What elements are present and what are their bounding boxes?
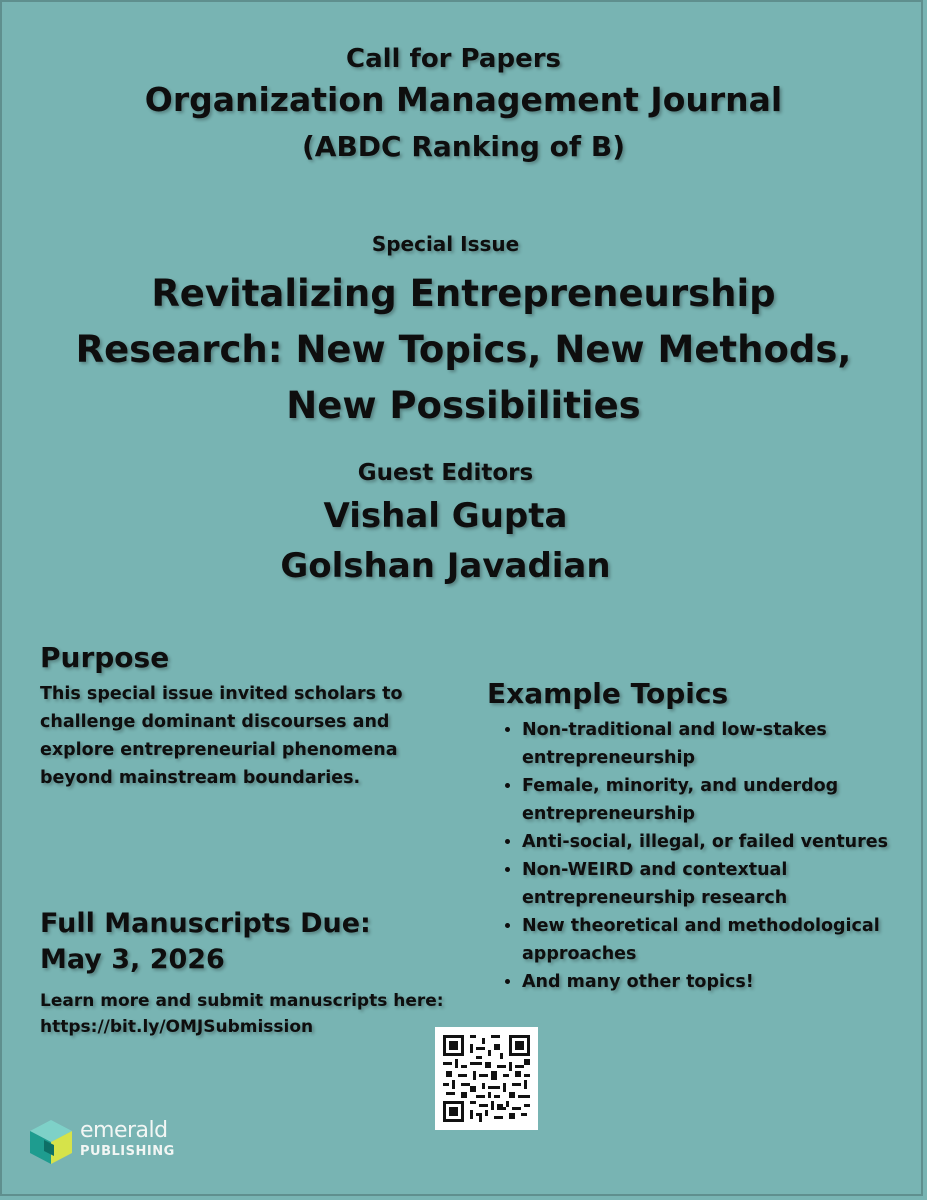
- deadline-block: [40, 906, 371, 978]
- submission-info: [40, 988, 444, 1040]
- emerald-logo: [30, 1116, 190, 1166]
- deadline-heading: Full Manuscripts Due:: [40, 908, 371, 939]
- guest-editor-name: Vishal Gupta: [323, 496, 568, 536]
- special-issue-title: [0, 266, 927, 434]
- special-issue-label: Special Issue: [371, 232, 520, 256]
- emerald-cube-icon: [30, 1120, 72, 1164]
- qr-code-icon: [443, 1035, 530, 1122]
- logo-subtitle: PUBLISHING: [80, 1144, 175, 1159]
- list-item: • And many other topics!: [522, 968, 927, 996]
- journal-ranking: (ABDC Ranking of B): [302, 130, 625, 163]
- deadline-date: May 3, 2026: [40, 944, 225, 975]
- guest-editor-name: Golshan Javadian: [280, 546, 611, 586]
- call-for-papers: Call for Papers: [346, 44, 561, 74]
- list-item: • Non-traditional and low-stakes entrepreneurship: [522, 716, 927, 772]
- purpose-text: [40, 680, 460, 792]
- list-item: • Anti-social, illegal, or failed ventures: [522, 828, 927, 856]
- logo-wordmark: emerald: [80, 1118, 168, 1143]
- guest-editors-label: Guest Editors: [357, 460, 534, 486]
- submission-link[interactable]: https://bit.ly/OMJSubmission: [40, 1017, 314, 1037]
- title-line: New Possibilities: [286, 384, 641, 427]
- purpose-line: explore entrepreneurial phenomena: [40, 740, 398, 760]
- learn-more-text: Learn more and submit manuscripts here:: [40, 991, 444, 1011]
- journal-title: Organization Management Journal: [144, 80, 783, 119]
- purpose-line: challenge dominant discourses and: [40, 712, 390, 732]
- qr-code[interactable]: [435, 1027, 538, 1130]
- title-line: Research: New Topics, New Methods,: [75, 328, 852, 371]
- purpose-line: This special issue invited scholars to: [40, 684, 403, 704]
- purpose-heading: Purpose: [40, 641, 170, 674]
- list-item: • Female, minority, and underdog entrepreneurship: [522, 772, 927, 828]
- title-line: Revitalizing Entrepreneurship: [151, 272, 776, 315]
- topics-list: [502, 716, 927, 996]
- topics-heading: Example Topics: [487, 677, 729, 710]
- list-item: • New theoretical and methodological approaches: [522, 912, 927, 968]
- list-item: • Non-WEIRD and contextual entrepreneurship research: [522, 856, 927, 912]
- purpose-line: beyond mainstream boundaries.: [40, 768, 361, 788]
